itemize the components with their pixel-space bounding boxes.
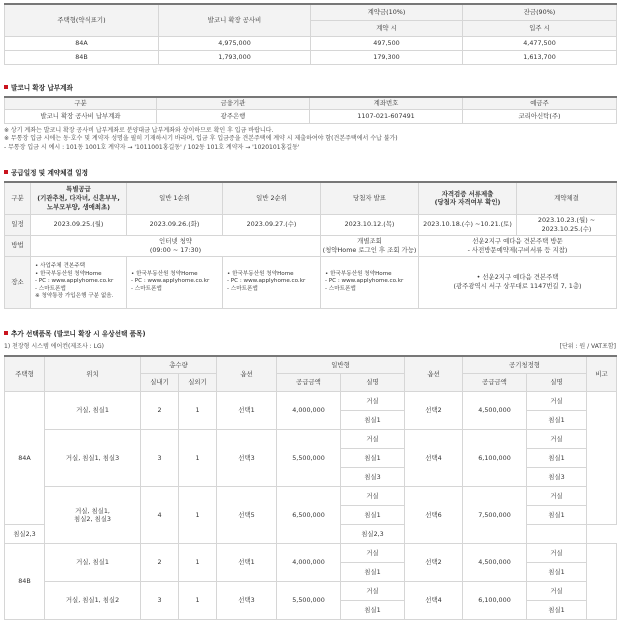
header-remarks: 비고 [587, 356, 617, 392]
account-notes [4, 127, 616, 153]
option-cell: 선택2 [405, 544, 463, 582]
price-cell: 5,500,000 [277, 430, 341, 487]
balcony-cost-section [4, 3, 616, 65]
options-section [4, 328, 616, 620]
room-cell: 침실1 [341, 563, 405, 582]
balance-cell: 4,477,500 [463, 36, 617, 50]
header-winner-announce: 당첨자 발표 [321, 182, 419, 214]
square-bullet-icon [4, 85, 8, 89]
account-number-cell: 1107-021-607491 [310, 109, 463, 123]
table-row [5, 214, 617, 235]
price-cell: 4,500,000 [463, 544, 527, 582]
room-cell: 거실 [341, 392, 405, 411]
row-label-method: 방법 [5, 235, 31, 256]
room-cell: 침실1 [527, 449, 587, 468]
unit-cell: 84A [5, 36, 159, 50]
table-row [5, 544, 617, 563]
place-first-rank-cell: • 한국부동산원 청약Home - PC : www.applyhome.co.kr - 스마트폰앱 [127, 256, 223, 308]
table-row [5, 487, 617, 506]
method-online-cell: 인터넷 청약 (09:00 ~ 17:30) [31, 235, 321, 256]
header-room-2: 실명 [527, 374, 587, 392]
outdoor-cell: 1 [179, 544, 217, 582]
room-cell: 거실 [527, 430, 587, 449]
header-air-clean-type: 공기청정형 [463, 356, 587, 374]
option-cell: 선택2 [405, 392, 463, 430]
room-cell: 침실1 [341, 506, 405, 525]
indoor-cell: 2 [141, 392, 179, 430]
unit-cell: 84B [5, 50, 159, 64]
table-row [5, 430, 617, 449]
room-cell: 침실1 [527, 411, 587, 430]
remarks-cell [587, 544, 617, 620]
header-unit-type: 주택형(약식표기) [5, 4, 159, 36]
header-outdoor: 실외기 [179, 374, 217, 392]
option-cell: 선택1 [217, 544, 277, 582]
unit-cell: 84A [5, 392, 45, 525]
option-cell: 선택3 [217, 430, 277, 487]
price-cell: 4,000,000 [277, 544, 341, 582]
deposit-cell: 497,500 [311, 36, 463, 50]
room-cell: 침실1 [341, 411, 405, 430]
account-section [4, 82, 616, 153]
option-cell: 선택4 [405, 582, 463, 620]
room-cell: 거실 [341, 544, 405, 563]
header-first-rank: 일반 1순위 [127, 182, 223, 214]
price-cell: 6,500,000 [277, 487, 341, 544]
header-category: 구분 [5, 182, 31, 214]
room-cell: 침실1 [527, 563, 587, 582]
room-cell: 거실 [341, 487, 405, 506]
header-option-2: 옵션 [405, 356, 463, 392]
place-special-cell: • 사업주체 견본주택 • 한국부동산원 청약Home - PC : www.applyhome.co.kr - 스마트폰앱 ※ 청약통장 가입은행 구분 없음. [31, 256, 127, 308]
room-cell: 거실 [527, 544, 587, 563]
schedule-section [4, 167, 616, 309]
location-cell: 거실, 침실1 [45, 544, 141, 582]
section-title [4, 167, 616, 177]
header-holder: 예금주 [463, 97, 617, 109]
room-cell: 거실 [341, 430, 405, 449]
schedule-table [4, 181, 617, 309]
deposit-cell: 179,300 [311, 50, 463, 64]
header-price-2: 공급금액 [463, 374, 527, 392]
room-cell: 거실 [341, 582, 405, 601]
date-cell: 2023.09.26.(화) [127, 214, 223, 235]
table-row [5, 392, 617, 411]
note-line: ※ 상기 계좌는 발코니 확장 공사비 납부계좌로 분양대금 납부계좌와 상이하므로 확인 후 입금 바랍니다. [4, 126, 274, 134]
room-cell: 침실1 [341, 449, 405, 468]
table-row [5, 235, 617, 256]
total-cell: 1,793,000 [159, 50, 311, 64]
table-row [5, 109, 617, 123]
header-indoor: 실내기 [141, 374, 179, 392]
place-visit-cell: • 선운2지구 예다음 견본주택 (광주광역시 서구 상무대로 1147번길 7, 1층) [419, 256, 617, 308]
room-cell: 침실3 [341, 468, 405, 487]
balcony-cost-table [4, 3, 617, 65]
square-bullet-icon [4, 170, 8, 174]
indoor-cell: 4 [141, 487, 179, 544]
section-title [4, 328, 616, 338]
method-announce-cell: 개별조회 (청약Home 로그인 후 조회 가능) [321, 235, 419, 256]
table-row [5, 50, 617, 64]
unit-note: [단위 : 원 / VAT포함] [559, 343, 616, 350]
remarks-cell [587, 392, 617, 525]
method-visit-cell: 선운2지구 예다음 견본주택 방문 - 사전방문예약제(구비서류 등 지참) [419, 235, 617, 256]
header-price: 공급금액 [277, 374, 341, 392]
indoor-cell: 3 [141, 582, 179, 620]
header-category: 구분 [5, 97, 157, 109]
room-cell: 침실2,3 [341, 525, 405, 544]
date-cell: 2023.10.18.(수) ~10.21.(토) [419, 214, 517, 235]
option-cell: 선택6 [405, 487, 463, 544]
date-cell: 2023.09.25.(월) [31, 214, 127, 235]
room-cell: 침실1 [527, 506, 587, 525]
option-cell: 선택3 [217, 582, 277, 620]
header-deposit: 계약금(10%) [311, 4, 463, 20]
outdoor-cell: 1 [179, 430, 217, 487]
price-cell: 5,500,000 [277, 582, 341, 620]
row-label-place: 장소 [5, 256, 31, 308]
row-label-date: 일정 [5, 214, 31, 235]
price-cell: 4,500,000 [463, 392, 527, 430]
date-cell: 2023.09.27.(수) [223, 214, 321, 235]
outdoor-cell: 1 [179, 582, 217, 620]
remarks-cell [527, 525, 587, 544]
room-cell: 거실 [527, 487, 587, 506]
price-cell: 4,000,000 [277, 392, 341, 430]
header-total-qty: 총수량 [141, 356, 217, 374]
unit-cell: 84B [5, 544, 45, 620]
location-cell: 거실, 침실1 [45, 392, 141, 430]
date-cell: 2023.10.23.(월) ~ 2023.10.25.(수) [517, 214, 617, 235]
options-subtitle: 1) 천장형 시스템 에어컨(제조사 : LG) [4, 343, 104, 350]
section-title-text: 공급일정 및 계약체결 일정 [11, 169, 88, 177]
location-cell: 거실, 침실1, 침실2 [45, 582, 141, 620]
place-announce-cell: • 한국부동산원 청약Home - PC : www.applyhome.co.kr - 스마트폰앱 [321, 256, 419, 308]
price-cell: 6,100,000 [463, 582, 527, 620]
category-cell: 발코니 확장 공사비 납부계좌 [5, 109, 157, 123]
holder-cell: 코리아신탁(주) [463, 109, 617, 123]
header-balance-when: 입주 시 [463, 20, 617, 36]
table-row [5, 36, 617, 50]
room-cell: 침실3 [527, 468, 587, 487]
options-subheader [4, 343, 616, 352]
room-cell: 거실 [527, 392, 587, 411]
header-account-number: 계좌번호 [310, 97, 463, 109]
balance-cell: 1,613,700 [463, 50, 617, 64]
room-cell: 침실1 [341, 601, 405, 620]
indoor-cell: 2 [141, 544, 179, 582]
section-title-text: 발코니 확장 납부계좌 [11, 84, 73, 92]
total-cell: 4,975,000 [159, 36, 311, 50]
section-title [4, 82, 616, 92]
room-cell: 침실1 [527, 601, 587, 620]
header-location: 위치 [45, 356, 141, 392]
option-cell: 선택1 [217, 392, 277, 430]
header-special-supply: 특별공급 (기관추천, 다자녀, 신혼부부, 노부모부양, 생애최초) [31, 182, 127, 214]
aircon-options-table [4, 355, 617, 620]
room-cell: 침실2,3 [5, 525, 45, 544]
place-second-rank-cell: • 한국부동산원 청약Home - PC : www.applyhome.co.kr - 스마트폰앱 [223, 256, 321, 308]
indoor-cell: 3 [141, 430, 179, 487]
note-line: ※ 무통장 입금 시에는 동·호수 및 계약자 성명을 필히 기재하시기 바라며, 입금 후 입금증을 견본주택에 계약 시 제출하여야 함(견본주택에서 수납 불가) [4, 135, 398, 143]
price-cell: 7,500,000 [463, 487, 527, 544]
header-deposit-when: 계약 시 [311, 20, 463, 36]
location-cell: 거실, 침실1, 침실2, 침실3 [45, 487, 141, 544]
option-cell: 선택5 [217, 487, 277, 544]
note-line: - 무통장 입금 시 예시 : 101동 1001호 계약자 → '1011001홍길동' / 102동 101호 계약자 → '1020101홍길동' [4, 143, 300, 151]
section-title-text: 추가 선택품목 (발코니 확장 시 유상선택 품목) [11, 330, 146, 338]
square-bullet-icon [4, 331, 8, 335]
header-balcony-cost: 발코니 확장 공사비 [159, 4, 311, 36]
table-row [5, 582, 617, 601]
date-cell: 2023.10.12.(목) [321, 214, 419, 235]
header-bank: 금융기관 [157, 97, 310, 109]
header-option: 옵션 [217, 356, 277, 392]
table-row [5, 256, 617, 308]
option-cell: 선택4 [405, 430, 463, 487]
bank-cell: 광주은행 [157, 109, 310, 123]
header-general-type: 일반형 [277, 356, 405, 374]
account-table [4, 96, 617, 124]
header-unit-type: 주택형 [5, 356, 45, 392]
header-room: 실명 [341, 374, 405, 392]
location-cell: 거실, 침실1, 침실3 [45, 430, 141, 487]
outdoor-cell: 1 [179, 392, 217, 430]
header-second-rank: 일반 2순위 [223, 182, 321, 214]
header-balance: 잔금(90%) [463, 4, 617, 20]
header-document-submit: 자격검증 서류제출 (당첨자 자격여부 확인) [419, 182, 517, 214]
room-cell: 거실 [527, 582, 587, 601]
outdoor-cell: 1 [179, 487, 217, 544]
price-cell: 6,100,000 [463, 430, 527, 487]
header-contract: 계약체결 [517, 182, 617, 214]
